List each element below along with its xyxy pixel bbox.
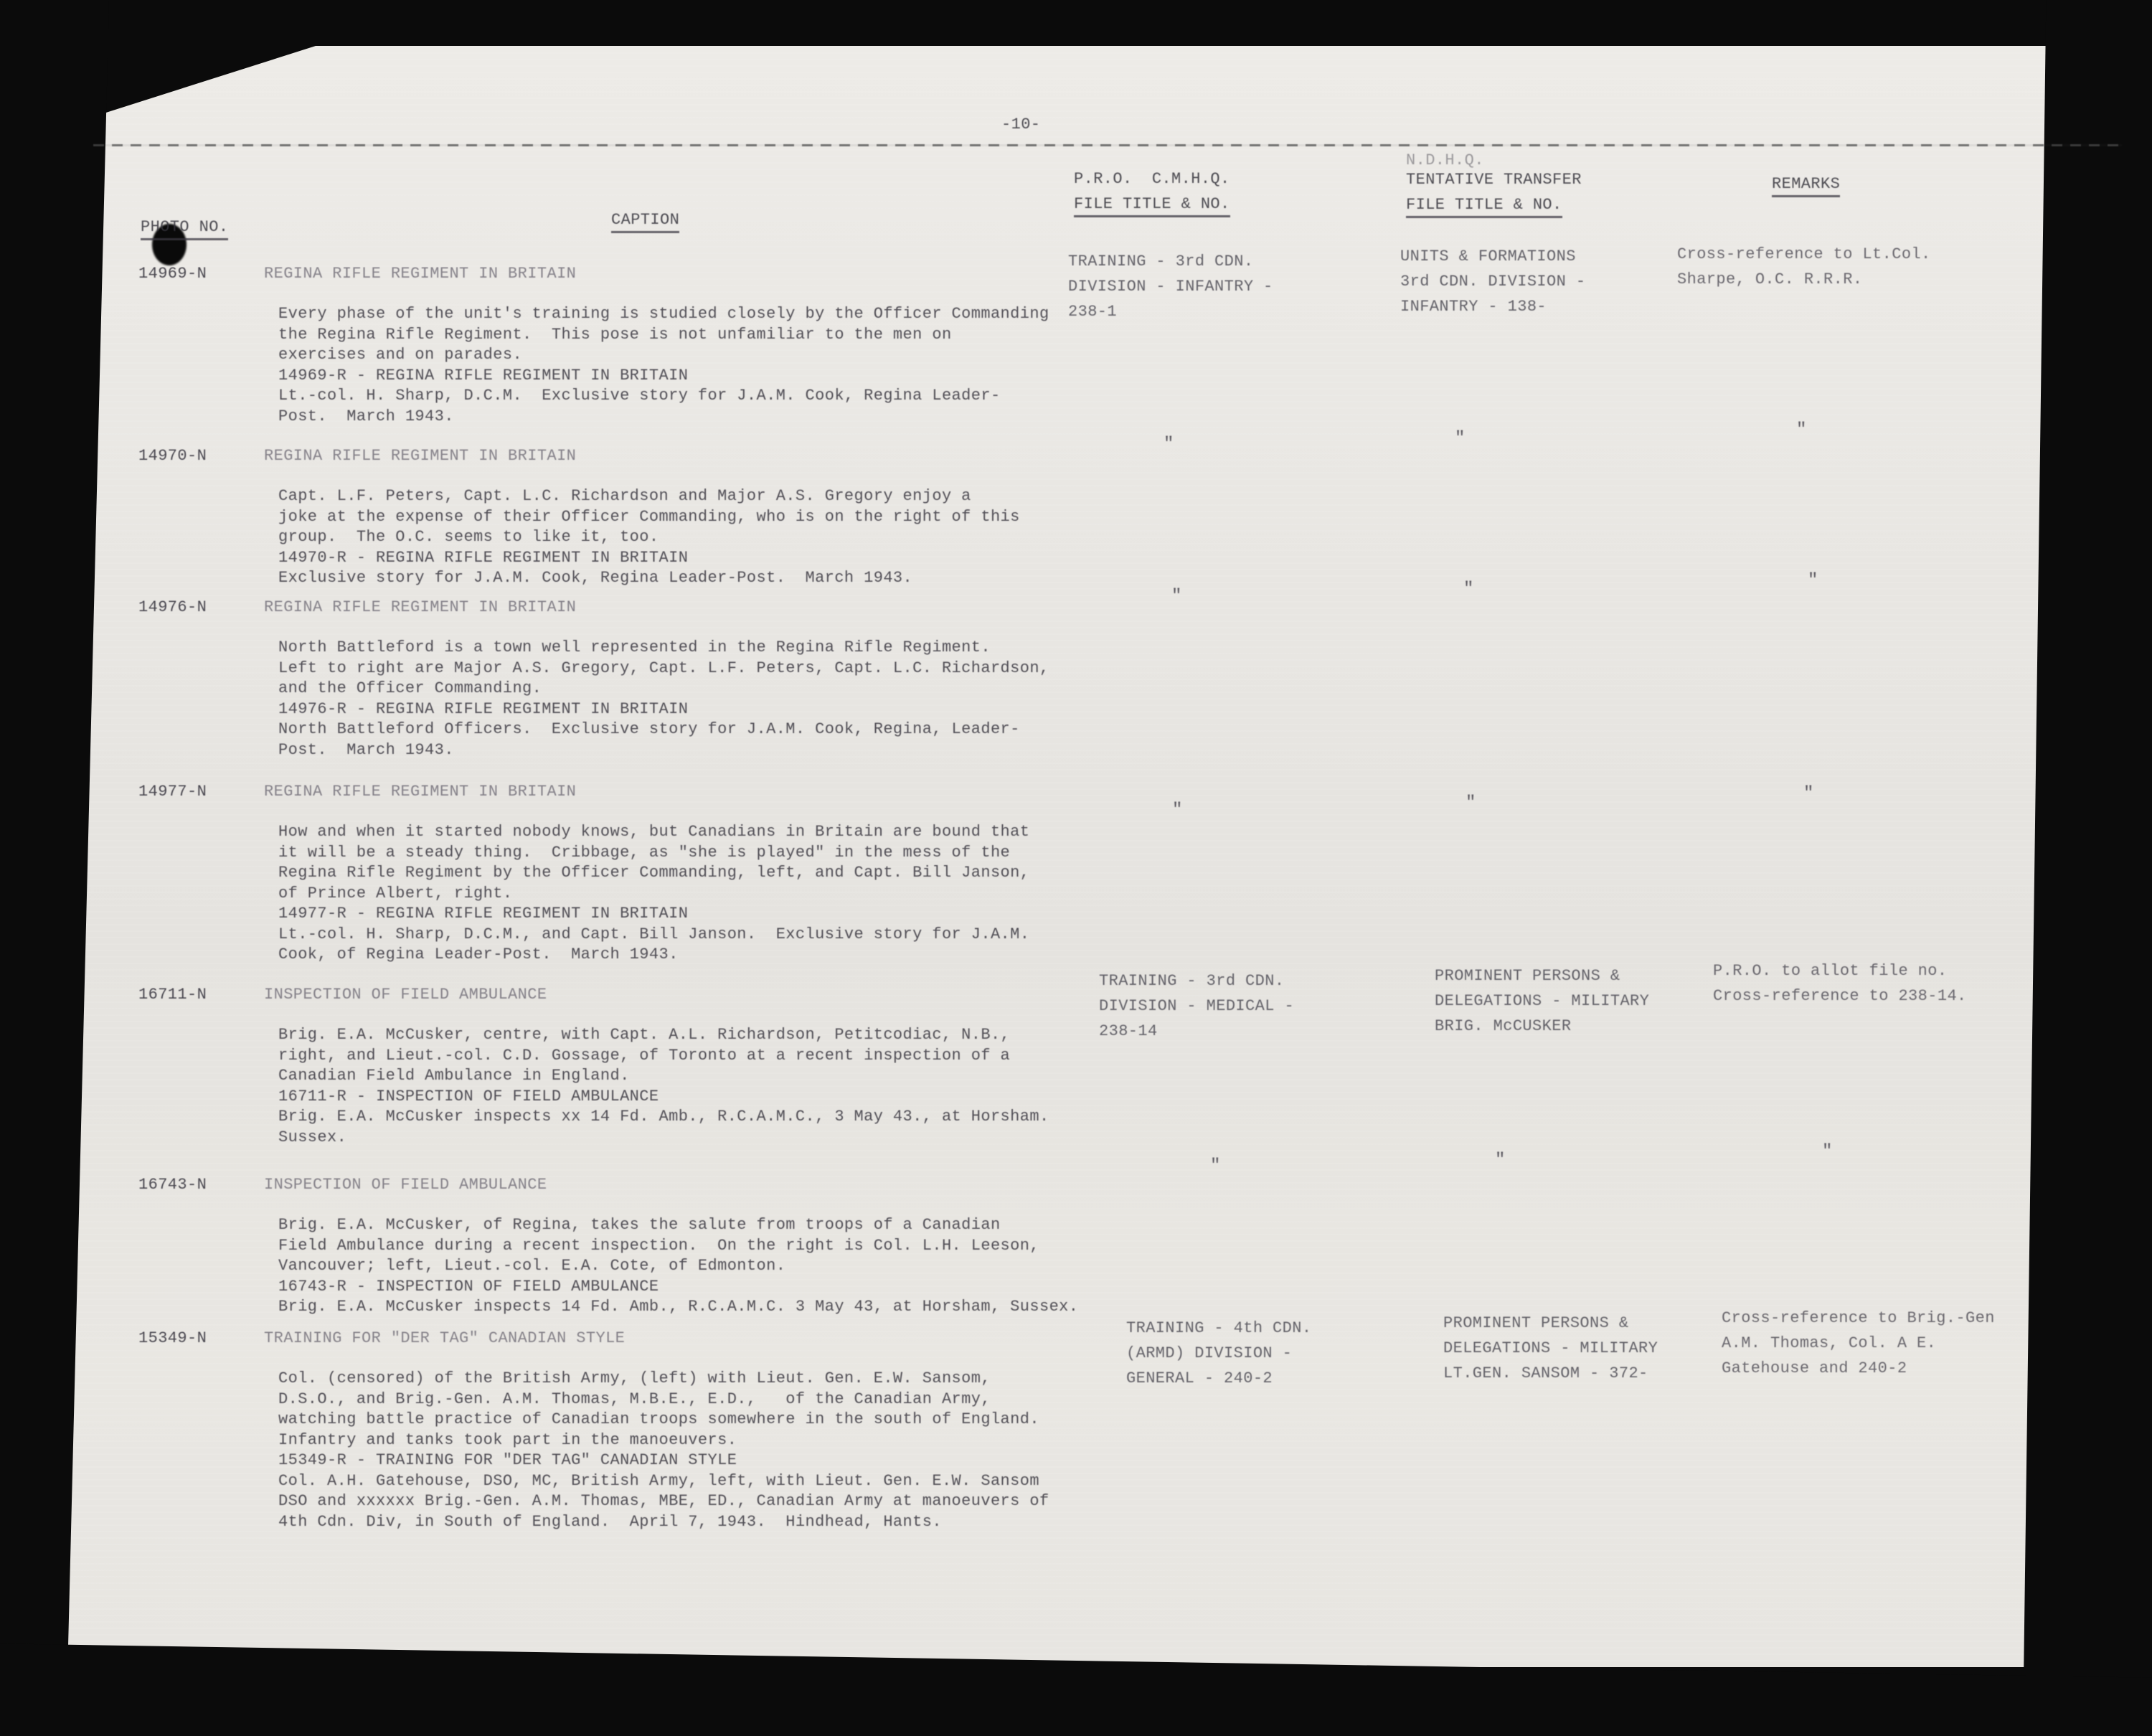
entry-caption-line: it will be a steady thing. Cribbage, as "she is played" in the mess of the bbox=[278, 844, 1011, 862]
column-header-caption: CAPTION bbox=[611, 210, 679, 230]
ditto-mark: " bbox=[1171, 587, 1182, 606]
entry-caption-title: INSPECTION OF FIELD AMBULANCE bbox=[264, 1176, 547, 1194]
entry-caption-line: North Battleford is a town well represented in the Regina Rifle Regiment. bbox=[278, 638, 991, 656]
ditto-mark: " bbox=[1164, 435, 1174, 454]
entry-caption-line: Col. (censored) of the British Army, (left) with Lieut. Gen. E.W. Sansom, bbox=[278, 1369, 991, 1387]
entry-photo-no: 14976-N bbox=[138, 598, 207, 616]
entry-ndhq-file-line: DELEGATIONS - MILITARY bbox=[1443, 1339, 1658, 1357]
entry-caption-line: Vancouver; left, Lieut.-col. E.A. Cote, of Edmonton. bbox=[278, 1257, 786, 1275]
entry-photo-no: 15349-N bbox=[138, 1329, 207, 1347]
entry-pro-file-line: GENERAL - 240-2 bbox=[1126, 1369, 1273, 1387]
ditto-mark: " bbox=[1463, 580, 1474, 599]
entry-ndhq-file-line: LT.GEN. SANSOM - 372- bbox=[1443, 1364, 1648, 1382]
entry-caption-line: Every phase of the unit's training is studied closely by the Officer Commanding bbox=[278, 305, 1049, 323]
entry-caption-line: Cook, of Regina Leader-Post. March 1943. bbox=[278, 945, 679, 963]
entry-photo-no: 14969-N bbox=[138, 265, 207, 283]
entry-pro-file-line: 238-14 bbox=[1099, 1022, 1158, 1040]
column-header-pro-line1: P.R.O. C.M.H.Q. bbox=[1074, 170, 1230, 188]
entry-caption-title: REGINA RIFLE REGIMENT IN BRITAIN bbox=[264, 447, 577, 465]
column-header-photo-no: PHOTO NO. bbox=[141, 217, 228, 237]
entry-caption-line: Field Ambulance during a recent inspection. On the right is Col. L.H. Leeson, bbox=[278, 1237, 1039, 1255]
entry-ndhq-file-line: BRIG. McCUSKER bbox=[1435, 1017, 1572, 1035]
entry-ndhq-file-line: PROMINENT PERSONS & bbox=[1443, 1314, 1629, 1332]
entry-pro-file-line: TRAINING - 4th CDN. bbox=[1126, 1319, 1312, 1337]
entry-caption-line: D.S.O., and Brig.-Gen. A.M. Thomas, M.B.E., E.D., of the Canadian Army, bbox=[278, 1390, 991, 1408]
entry-ndhq-file-line: DELEGATIONS - MILITARY bbox=[1435, 992, 1650, 1010]
entry-caption-line: of Prince Albert, right. bbox=[278, 884, 513, 902]
entry-caption-line: joke at the expense of their Officer Commanding, who is on the right of this bbox=[278, 508, 1020, 526]
entry-caption-line: 14976-R - REGINA RIFLE REGIMENT IN BRITAIN bbox=[278, 700, 689, 718]
entry-caption-line: DSO and xxxxxx Brig.-Gen. A.M. Thomas, MBE, ED., Canadian Army at manoeuvers of bbox=[278, 1492, 1049, 1510]
entry-ndhq-file-line: UNITS & FORMATIONS bbox=[1400, 247, 1576, 265]
entry-caption-line: and the Officer Commanding. bbox=[278, 679, 542, 697]
entry-caption-line: Brig. E.A. McCusker inspects 14 Fd. Amb., R.C.A.M.C. 3 May 43, at Horsham, Sussex. bbox=[278, 1298, 1079, 1316]
entry-caption-line: 14977-R - REGINA RIFLE REGIMENT IN BRITAIN bbox=[278, 905, 689, 923]
entry-caption-line: Capt. L.F. Peters, Capt. L.C. Richardson and Major A.S. Gregory enjoy a bbox=[278, 487, 971, 505]
entry-caption-title: INSPECTION OF FIELD AMBULANCE bbox=[264, 986, 547, 1004]
entry-caption-line: How and when it started nobody knows, but Canadians in Britain are bound that bbox=[278, 823, 1030, 841]
ditto-mark: " bbox=[1495, 1151, 1506, 1170]
entry-caption-line: 15349-R - TRAINING FOR "DER TAG" CANADIAN STYLE bbox=[278, 1451, 737, 1469]
entry-caption-line: watching battle practice of Canadian troops somewhere in the south of England. bbox=[278, 1410, 1039, 1428]
entry-caption-title: REGINA RIFLE REGIMENT IN BRITAIN bbox=[264, 783, 577, 801]
entry-caption-line: Exclusive story for J.A.M. Cook, Regina Leader-Post. March 1943. bbox=[278, 569, 913, 587]
ditto-mark: " bbox=[1803, 784, 1814, 803]
entry-pro-file-line: TRAINING - 3rd CDN. bbox=[1099, 972, 1285, 990]
entry-photo-no: 16711-N bbox=[138, 986, 207, 1004]
ditto-mark: " bbox=[1466, 793, 1476, 813]
entry-caption-line: 14970-R - REGINA RIFLE REGIMENT IN BRITAIN bbox=[278, 549, 689, 567]
entry-caption-line: Brig. E.A. McCusker, centre, with Capt. A.L. Richardson, Petitcodiac, N.B., bbox=[278, 1026, 1011, 1044]
entry-photo-no: 16743-N bbox=[138, 1176, 207, 1194]
ditto-mark: " bbox=[1455, 429, 1466, 448]
entry-remarks-line: Cross-reference to Lt.Col. bbox=[1677, 245, 1931, 263]
column-header-ndhq-line0: N.D.H.Q. bbox=[1406, 151, 1484, 169]
ditto-mark: " bbox=[1210, 1156, 1221, 1176]
entry-caption-line: 4th Cdn. Div, in South of England. April 7, 1943. Hindhead, Hants. bbox=[278, 1513, 942, 1531]
entry-caption-line: 14969-R - REGINA RIFLE REGIMENT IN BRITAIN bbox=[278, 367, 689, 385]
entry-caption-line: North Battleford Officers. Exclusive story for J.A.M. Cook, Regina, Leader- bbox=[278, 720, 1020, 738]
ditto-mark: " bbox=[1822, 1142, 1833, 1161]
entry-caption-line: Canadian Field Ambulance in England. bbox=[278, 1067, 630, 1085]
column-header-remarks: REMARKS bbox=[1772, 174, 1840, 194]
entry-caption-line: Brig. E.A. McCusker inspects xx 14 Fd. Amb., R.C.A.M.C., 3 May 43., at Horsham. bbox=[278, 1108, 1049, 1126]
entry-caption-title: TRAINING FOR "DER TAG" CANADIAN STYLE bbox=[264, 1329, 626, 1347]
entry-caption-line: right, and Lieut.-col. C.D. Gossage, of Toronto at a recent inspection of a bbox=[278, 1047, 1011, 1065]
column-header-ndhq-line2: FILE TITLE & NO. bbox=[1406, 195, 1562, 215]
entry-ndhq-file-line: PROMINENT PERSONS & bbox=[1435, 967, 1620, 985]
entry-pro-file-line: DIVISION - INFANTRY - bbox=[1068, 278, 1273, 296]
page-number: -10- bbox=[1001, 115, 1041, 133]
entry-pro-file-line: (ARMD) DIVISION - bbox=[1126, 1344, 1293, 1362]
entry-caption-line: Post. March 1943. bbox=[278, 741, 454, 759]
ditto-mark: " bbox=[1796, 420, 1807, 440]
entry-pro-file-line: TRAINING - 3rd CDN. bbox=[1068, 253, 1254, 270]
entry-caption-line: group. The O.C. seems to like it, too. bbox=[278, 528, 659, 546]
entry-caption-line: exercises and on parades. bbox=[278, 346, 523, 364]
entry-remarks-line: Cross-reference to Brig.-Gen bbox=[1722, 1309, 1995, 1327]
entry-caption-line: Brig. E.A. McCusker, of Regina, takes the salute from troops of a Canadian bbox=[278, 1216, 1001, 1234]
entry-caption-line: the Regina Rifle Regiment. This pose is not unfamiliar to the men on bbox=[278, 326, 952, 344]
entry-pro-file-line: DIVISION - MEDICAL - bbox=[1099, 997, 1295, 1015]
column-header-pro-line2: FILE TITLE & NO. bbox=[1074, 194, 1230, 214]
entry-remarks-line: P.R.O. to allot file no. bbox=[1713, 962, 1948, 980]
entry-remarks-line: Sharpe, O.C. R.R.R. bbox=[1677, 270, 1863, 288]
entry-photo-no: 14977-N bbox=[138, 783, 207, 801]
entry-caption-line: 16711-R - INSPECTION OF FIELD AMBULANCE bbox=[278, 1088, 659, 1105]
entry-caption-line: Col. A.H. Gatehouse, DSO, MC, British Army, left, with Lieut. Gen. E.W. Sansom bbox=[278, 1472, 1039, 1490]
ditto-mark: " bbox=[1172, 801, 1183, 820]
entry-caption-line: Infantry and tanks took part in the manoeuvers. bbox=[278, 1431, 737, 1449]
entry-caption-line: Sussex. bbox=[278, 1128, 347, 1146]
entry-caption-line: Regina Rifle Regiment by the Officer Commanding, left, and Capt. Bill Janson, bbox=[278, 864, 1030, 882]
entry-caption-line: Lt.-col. H. Sharp, D.C.M. Exclusive story for J.A.M. Cook, Regina Leader- bbox=[278, 387, 1001, 405]
entry-caption-line: 16743-R - INSPECTION OF FIELD AMBULANCE bbox=[278, 1278, 659, 1296]
column-header-ndhq-line1: TENTATIVE TRANSFER bbox=[1406, 171, 1582, 189]
entry-caption-line: Post. March 1943. bbox=[278, 407, 454, 425]
ditto-mark: " bbox=[1808, 571, 1818, 590]
entry-remarks-line: Gatehouse and 240-2 bbox=[1722, 1359, 1907, 1377]
entry-remarks-line: Cross-reference to 238-14. bbox=[1713, 987, 1967, 1005]
entry-caption-title: REGINA RIFLE REGIMENT IN BRITAIN bbox=[264, 265, 577, 283]
entry-ndhq-file-line: 3rd CDN. DIVISION - bbox=[1400, 273, 1586, 291]
entry-remarks-line: A.M. Thomas, Col. A E. bbox=[1722, 1334, 1937, 1352]
entry-caption-line: Left to right are Major A.S. Gregory, Capt. L.F. Peters, Capt. L.C. Richardson, bbox=[278, 659, 1049, 677]
entry-ndhq-file-line: INFANTRY - 138- bbox=[1400, 298, 1547, 316]
entry-caption-line: Lt.-col. H. Sharp, D.C.M., and Capt. Bill Janson. Exclusive story for J.A.M. bbox=[278, 925, 1030, 943]
entry-caption-title: REGINA RIFLE REGIMENT IN BRITAIN bbox=[264, 598, 577, 616]
entry-photo-no: 14970-N bbox=[138, 447, 207, 465]
entry-pro-file-line: 238-1 bbox=[1068, 303, 1118, 321]
